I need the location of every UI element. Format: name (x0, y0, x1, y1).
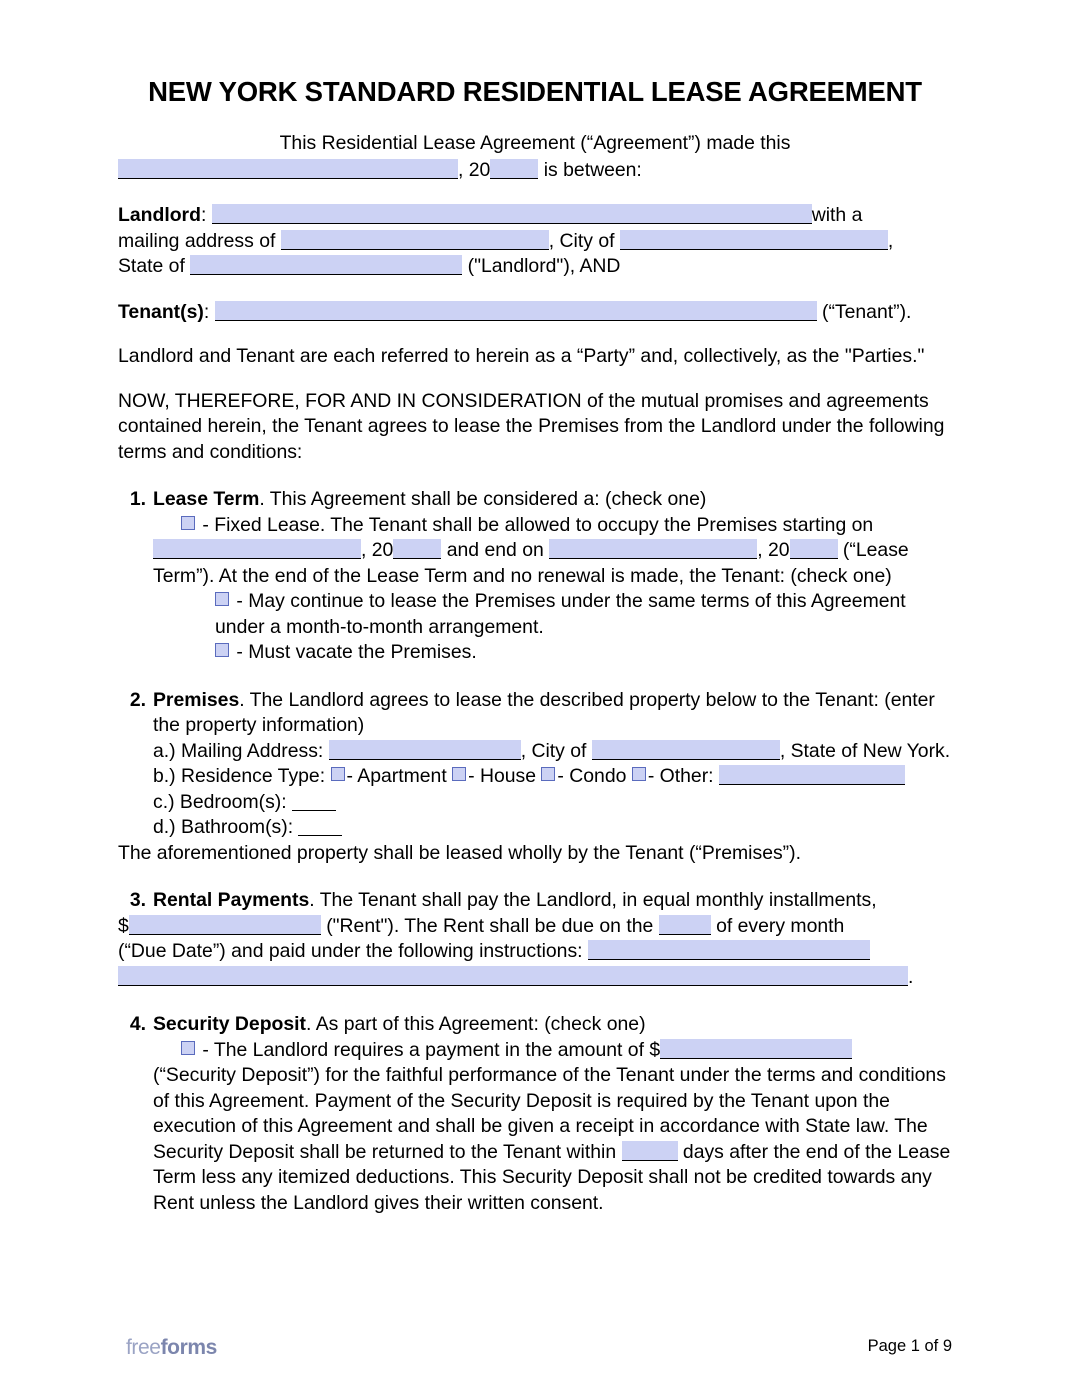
intro-line-1 (118, 130, 952, 156)
residence-type-other-field[interactable] (719, 765, 905, 785)
due-day-field[interactable] (659, 915, 711, 935)
rent-amount-field[interactable] (129, 915, 321, 935)
condo-text: - Condo (557, 765, 627, 787)
clause-rental-payments (118, 888, 952, 990)
checkbox-security-deposit[interactable] (181, 1041, 195, 1055)
freeforms-logo (126, 1336, 217, 1360)
landlord-state-field[interactable] (190, 255, 462, 275)
lease-term-tail: (“Lease Term”). At the end of the Lease Term and no renewal is made, the Tenant: (check one) (153, 539, 909, 587)
lease-start-year-prefix: , 20 (361, 539, 394, 561)
house-text: - House (468, 765, 537, 787)
bathrooms-label: d.) Bathroom(s): (153, 816, 294, 838)
of-every-month-text: of every month (716, 914, 845, 937)
landlord-mailing-label: mailing address of (118, 229, 276, 252)
checkbox-apartment[interactable] (331, 767, 345, 781)
checkbox-house[interactable] (452, 767, 466, 781)
clause-lead: . The Tenant shall pay the Landlord, in equal monthly installments, (309, 889, 877, 911)
security-deposit-body-2: days after the end of the Lease Term less any itemized deductions. This Security Deposit shall not be credited towards any Rent unless the Landlord gives their written consent. (153, 1140, 951, 1214)
clause-premises (118, 688, 952, 867)
checkbox-fixed-lease[interactable] (181, 516, 195, 530)
payment-instructions-field-2[interactable] (118, 966, 908, 986)
option-vacate-text: - Must vacate the Premises. (236, 641, 477, 663)
clause-number: 3. (129, 889, 146, 911)
lease-end-year-prefix: , 20 (757, 539, 790, 561)
security-deposit-amount-field[interactable] (660, 1039, 852, 1059)
premises-address-label: a.) Mailing Address: (153, 739, 324, 762)
rent-amount-row (118, 914, 952, 940)
landlord-address-field[interactable] (281, 230, 549, 250)
checkbox-condo[interactable] (541, 767, 555, 781)
lease-start-date-field[interactable] (153, 539, 361, 559)
fixed-lease-option (153, 513, 952, 539)
tenant-name-field[interactable] (215, 301, 817, 321)
rent-paren-text: ("Rent"). The Rent shall be due on the (326, 914, 654, 937)
clause-security-deposit (118, 1012, 952, 1216)
landlord-name-field[interactable] (212, 204, 812, 224)
intro-tail: is between: (543, 159, 642, 181)
payment-instructions-field-1[interactable] (588, 940, 870, 960)
residence-type-label: b.) Residence Type: (153, 765, 326, 787)
page-title: NEW YORK STANDARD RESIDENTIAL LEASE AGREEMENT (148, 76, 922, 107)
bedrooms-field[interactable] (292, 791, 336, 811)
tenant-label: Tenant(s) (118, 300, 204, 323)
intro-text: This Residential Lease Agreement (“Agreement”) made this (279, 132, 791, 154)
dollar-sign: $ (118, 914, 129, 937)
landlord-state-label: State of (118, 255, 185, 277)
lease-start-year-field[interactable] (393, 539, 441, 559)
checkbox-month-to-month[interactable] (215, 592, 229, 606)
clause-lead: . As part of this Agreement: (check one) (306, 1013, 646, 1035)
premises-mailing-address-row (153, 739, 952, 765)
premises-city-field[interactable] (592, 740, 780, 760)
security-deposit-body-1: (“Security Deposit”) for the faithful performance of the Tenant under the terms and conditions of this Agreement. Payment of the Security Deposit is required by the Tenant upon the execution of this Agreement and shall be given a receipt in accordance with State law. The Security Deposit shall be returned to the Tenant within (153, 1064, 946, 1163)
clause-number: 2. (129, 688, 146, 711)
premises-city-label: , City of (520, 739, 587, 762)
due-date-tail-text: (“Due Date”) and paid under the following instructions: (118, 940, 583, 962)
intro-line-2 (118, 157, 952, 183)
security-deposit-option-row (153, 1038, 952, 1064)
premises-residence-type-row (153, 764, 952, 790)
clause-lease-term (118, 487, 952, 666)
option-month-to-month (153, 589, 952, 640)
premises-bathrooms-row (153, 815, 952, 841)
option-vacate (153, 640, 952, 666)
premises-state-text: , State of New York. (779, 739, 951, 762)
fixed-lease-text: - Fixed Lease. The Tenant shall be allowed to occupy the Premises starting on (202, 513, 874, 536)
period: . (908, 965, 914, 988)
landlord-city-field[interactable] (620, 230, 888, 250)
bedrooms-label: c.) Bedroom(s): (153, 790, 287, 813)
and-end-on-text: and end on (446, 539, 544, 561)
apartment-text: - Apartment (346, 765, 447, 787)
landlord-comma: , (887, 229, 894, 252)
brand-forms: forms (160, 1336, 217, 1359)
landlord-block: Landlord: with a mailing address of , City of , State of ("Landlord"), AND (118, 204, 894, 277)
option-month-to-month-text: - May continue to lease the Premises under the same terms of this Agreement under a month-to-month arrangement. (215, 590, 906, 638)
page-footer (118, 1330, 952, 1360)
landlord-paren: ("Landlord"), AND (467, 255, 621, 277)
payment-instructions-row-2 (118, 965, 952, 991)
premises-address-field[interactable] (329, 740, 521, 760)
premises-closing-text: The aforementioned property shall be leased wholly by the Tenant (“Premises”). (118, 841, 801, 864)
parties-paragraph: Landlord and Tenant are each referred to herein as a “Party” and, collectively, as the "Parties." (118, 345, 925, 367)
landlord-label: Landlord (118, 204, 201, 226)
landlord-city-label: , City of (548, 229, 615, 252)
agreement-date-field[interactable] (118, 159, 458, 179)
clauses-list (118, 487, 952, 1216)
lease-end-year-field[interactable] (790, 539, 838, 559)
clause-number: 4. (129, 1013, 146, 1035)
clause-heading: Premises (153, 688, 240, 711)
intro-year-prefix: , 20 (458, 159, 491, 181)
checkbox-other[interactable] (632, 767, 646, 781)
clause-number: 1. (129, 488, 146, 510)
payment-instructions-row (118, 939, 952, 965)
lease-term-dates (153, 538, 952, 589)
lease-end-date-field[interactable] (549, 539, 757, 559)
consideration-paragraph: NOW, THEREFORE, FOR AND IN CONSIDERATION of the mutual promises and agreements contained herein, the Tenant agrees to lease the Premises from the Landlord under the following terms and conditions: (118, 389, 945, 463)
clause-heading: Rental Payments (153, 889, 310, 911)
checkbox-vacate[interactable] (215, 643, 229, 657)
security-deposit-checkbox-text: - The Landlord requires a payment in the amount of $ (202, 1038, 661, 1061)
security-deposit-body (153, 1063, 952, 1216)
clause-heading: Security Deposit (153, 1013, 307, 1035)
other-text: - Other: (647, 765, 714, 787)
clause-lead: . The Landlord agrees to lease the described property below to the Tenant: (enter the property information) (153, 688, 935, 736)
security-deposit-return-days-field[interactable] (622, 1141, 678, 1161)
bathrooms-field[interactable] (298, 816, 342, 836)
agreement-year-field[interactable] (490, 159, 538, 179)
tenant-paren: (“Tenant”). (822, 300, 912, 323)
premises-bedrooms-row (153, 790, 952, 816)
clause-heading: Lease Term (153, 488, 260, 510)
page-number: Page 1 of 9 (867, 1337, 952, 1355)
tenant-block: Tenant(s): (“Tenant”). (118, 300, 912, 323)
brand-free: free (126, 1336, 161, 1359)
clause-lead: . This Agreement shall be considered a: (check one) (259, 488, 707, 510)
landlord-with-a: with a (811, 204, 863, 226)
